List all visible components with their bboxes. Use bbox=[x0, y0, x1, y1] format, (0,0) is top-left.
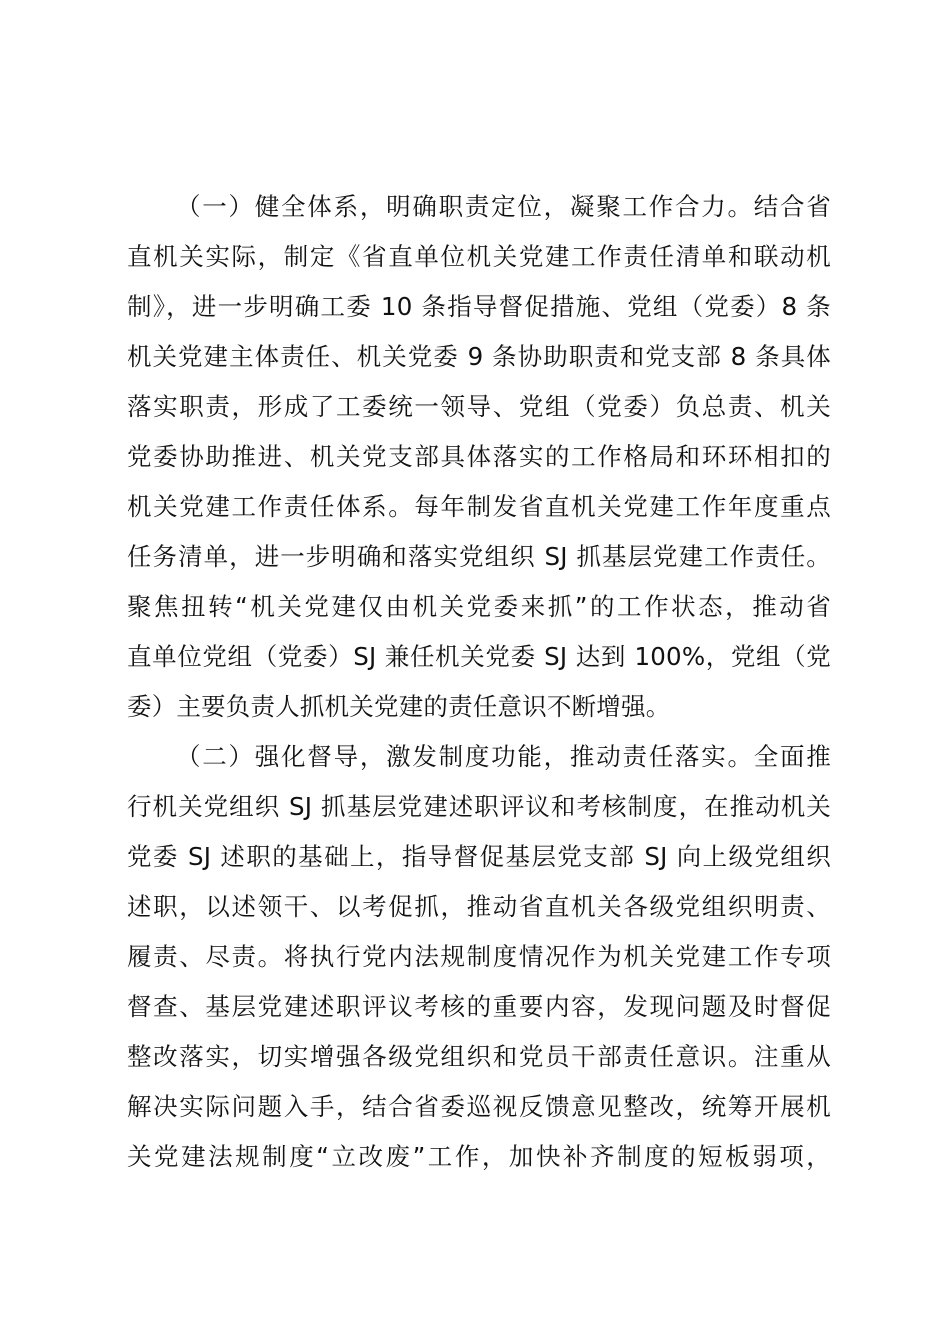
paragraph-1-line-7: 机关党建工作责任体系。每年制发省直机关党建工作年度重点 bbox=[127, 492, 831, 521]
paragraph-2-line-7: 整改落实，切实增强各级党组织和党员干部责任意识。注重从 bbox=[127, 1042, 831, 1071]
paragraph-1-line-11: 委）主要负责人抓机关党建的责任意识不断增强。 bbox=[127, 692, 671, 721]
paragraph-1-line-9: 聚焦扭转“机关党建仅由机关党委来抓”的工作状态，推动省 bbox=[127, 592, 831, 621]
paragraph-2-line-6: 督查、基层党建述职评议考核的重要内容，发现问题及时督促 bbox=[127, 992, 831, 1021]
paragraph-1-line-3: 制》，进一步明确工委 10 条指导督促措施、党组（党委）8 条 bbox=[127, 292, 831, 321]
paragraph-1-line-4: 机关党建主体责任、机关党委 9 条协助职责和党支部 8 条具体 bbox=[127, 342, 831, 371]
paragraph-2-line-1: （二）强化督导，激发制度功能，推动责任落实。全面推 bbox=[176, 742, 831, 771]
paragraph-1-line-1: （一）健全体系，明确职责定位，凝聚工作合力。结合省 bbox=[176, 192, 831, 221]
document-body bbox=[127, 182, 831, 1182]
paragraph-1-line-6: 党委协助推进、机关党支部具体落实的工作格局和环环相扣的 bbox=[127, 442, 831, 471]
paragraph-2-line-5: 履责、尽责。将执行党内法规制度情况作为机关党建工作专项 bbox=[127, 942, 831, 971]
paragraph-1-line-8: 任务清单，进一步明确和落实党组织 SJ 抓基层党建工作责任。 bbox=[127, 542, 831, 571]
paragraph-2-line-8: 解决实际问题入手，结合省委巡视反馈意见整改，统筹开展机 bbox=[127, 1092, 831, 1121]
paragraph-1-line-10: 直单位党组（党委）SJ 兼任机关党委 SJ 达到 100%，党组（党 bbox=[127, 642, 831, 671]
paragraph-2-line-3: 党委 SJ 述职的基础上，指导督促基层党支部 SJ 向上级党组织 bbox=[127, 842, 831, 871]
paragraph-1-line-2: 直机关实际，制定《省直单位机关党建工作责任清单和联动机 bbox=[127, 242, 831, 271]
paragraph-2-line-4: 述职，以述领干、以考促抓，推动省直机关各级党组织明责、 bbox=[127, 892, 831, 921]
paragraph-1-line-5: 落实职责，形成了工委统一领导、党组（党委）负总责、机关 bbox=[127, 392, 831, 421]
paragraph-2-line-9: 关党建法规制度“立改废”工作，加快补齐制度的短板弱项， bbox=[127, 1142, 831, 1171]
paragraph-2-line-2: 行机关党组织 SJ 抓基层党建述职评议和考核制度，在推动机关 bbox=[127, 792, 831, 821]
